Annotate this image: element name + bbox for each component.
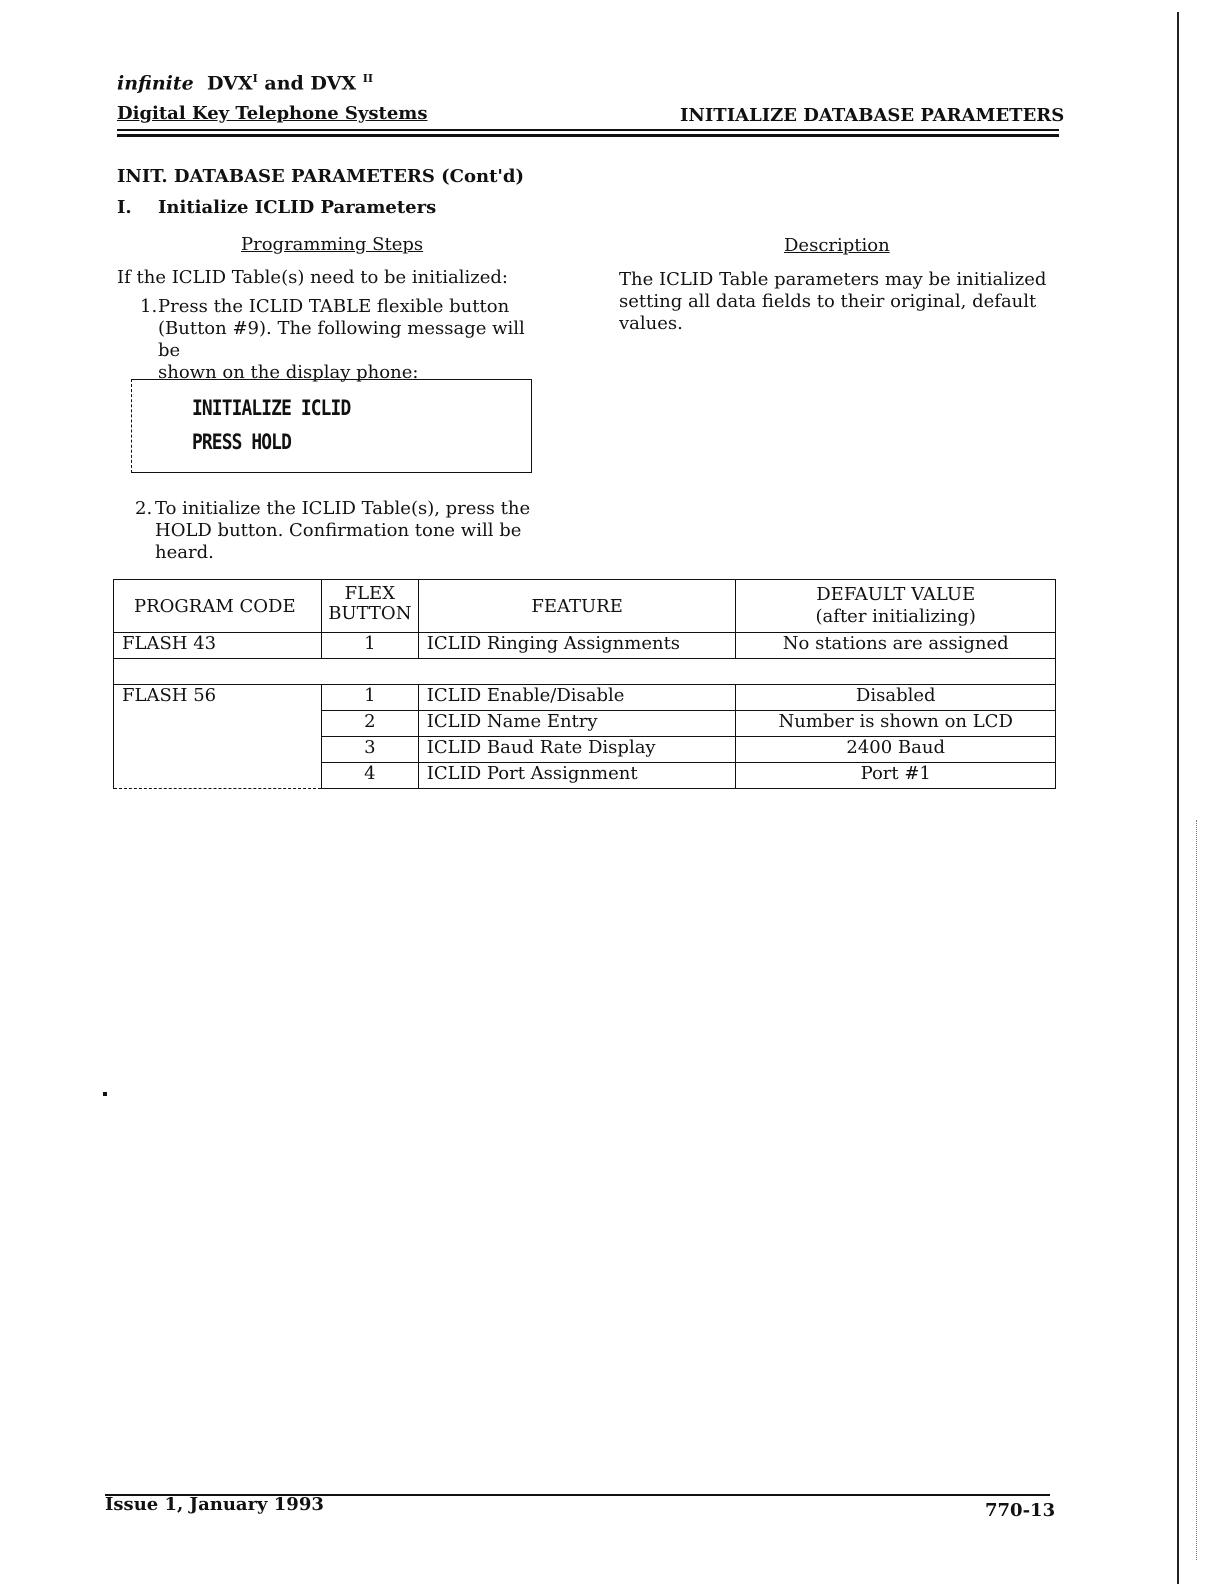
iclid-defaults-table: [113, 579, 1056, 789]
header-feature: FEATURE: [418, 580, 736, 633]
display-line-2: PRESS HOLD: [192, 430, 291, 454]
step2-line-3: heard.: [155, 542, 214, 563]
header-flex-line2: BUTTON: [328, 603, 412, 624]
header-rule-thick: [117, 134, 1059, 137]
row-feature: ICLID Name Entry: [418, 711, 736, 737]
stray-mark: [103, 1092, 107, 1096]
step2-text: [155, 498, 550, 564]
row-button: 2: [321, 711, 418, 737]
header-section: INITIALIZE DATABASE PARAMETERS: [680, 105, 1065, 126]
group-code: FLASH 56: [114, 685, 322, 789]
row-button: 1: [321, 685, 418, 711]
step1-text: [158, 296, 550, 384]
step1-line-2: (Button #9). The following message will be: [158, 318, 525, 361]
row1-default: No stations are assigned: [736, 633, 1056, 659]
footer-page-number: 770-13: [985, 1500, 1056, 1521]
scan-dots: [1196, 820, 1198, 1560]
row-feature: ICLID Port Assignment: [418, 763, 736, 789]
description-heading: Description: [784, 235, 890, 256]
header-flex-line1: FLEX: [344, 583, 396, 604]
table-header-row: [114, 580, 1056, 633]
row-default: 2400 Baud: [736, 737, 1056, 763]
description-line-3: values.: [619, 313, 683, 334]
row1-button: 1: [321, 633, 418, 659]
description-line-1: The ICLID Table parameters may be initialized: [619, 269, 1047, 290]
spacer-cell: [114, 659, 1056, 685]
header-program-code: PROGRAM CODE: [114, 580, 322, 633]
row-feature: ICLID Enable/Disable: [418, 685, 736, 711]
footer-issue: Issue 1, January 1993: [105, 1494, 324, 1515]
row1-code: FLASH 43: [114, 633, 322, 659]
table-row: [114, 633, 1056, 659]
step2-number: 2.: [135, 498, 153, 519]
table-row: [114, 685, 1056, 711]
subsection-number: I.: [117, 197, 132, 218]
row-feature: ICLID Baud Rate Display: [418, 737, 736, 763]
section-title: INIT. DATABASE PARAMETERS (Cont'd): [117, 166, 524, 187]
row-button: 3: [321, 737, 418, 763]
header-subtitle: Digital Key Telephone Systems: [117, 103, 428, 124]
row-default: Disabled: [736, 685, 1056, 711]
display-line-1: INITIALIZE ICLID: [192, 396, 351, 420]
phone-display: [131, 379, 532, 473]
step1-line-1: Press the ICLID TABLE flexible button: [158, 296, 510, 317]
steps-intro: If the ICLID Table(s) need to be initialized:: [117, 267, 508, 288]
description-line-2: setting all data fields to their original, default: [619, 291, 1037, 312]
step2-line-2: HOLD button. Confirmation tone will be: [155, 520, 522, 541]
step1-number: 1.: [140, 296, 158, 317]
row1-feature: ICLID Ringing Assignments: [418, 633, 736, 659]
page-edge-line: [1177, 12, 1179, 1584]
subsection-title: Initialize ICLID Parameters: [158, 197, 437, 218]
header-default-value: [736, 580, 1056, 633]
header-rule: [117, 129, 1059, 131]
header-flex-button: [321, 580, 418, 633]
row-button: 4: [321, 763, 418, 789]
table-spacer-row: [114, 659, 1056, 685]
programming-steps-heading: Programming Steps: [241, 234, 424, 255]
row-default: Port #1: [736, 763, 1056, 789]
header-default-line1: DEFAULT VALUE: [816, 584, 976, 605]
header-product: infinite $DVX^I$ and DVX $^{II}$: [117, 72, 373, 95]
header-default-line2: (after initializing): [815, 606, 976, 627]
step2-line-1: To initialize the ICLID Table(s), press the: [155, 498, 531, 519]
step1-line-3: shown on the display phone:: [158, 362, 419, 383]
description-text: [619, 269, 1059, 335]
row-default: Number is shown on LCD: [736, 711, 1056, 737]
